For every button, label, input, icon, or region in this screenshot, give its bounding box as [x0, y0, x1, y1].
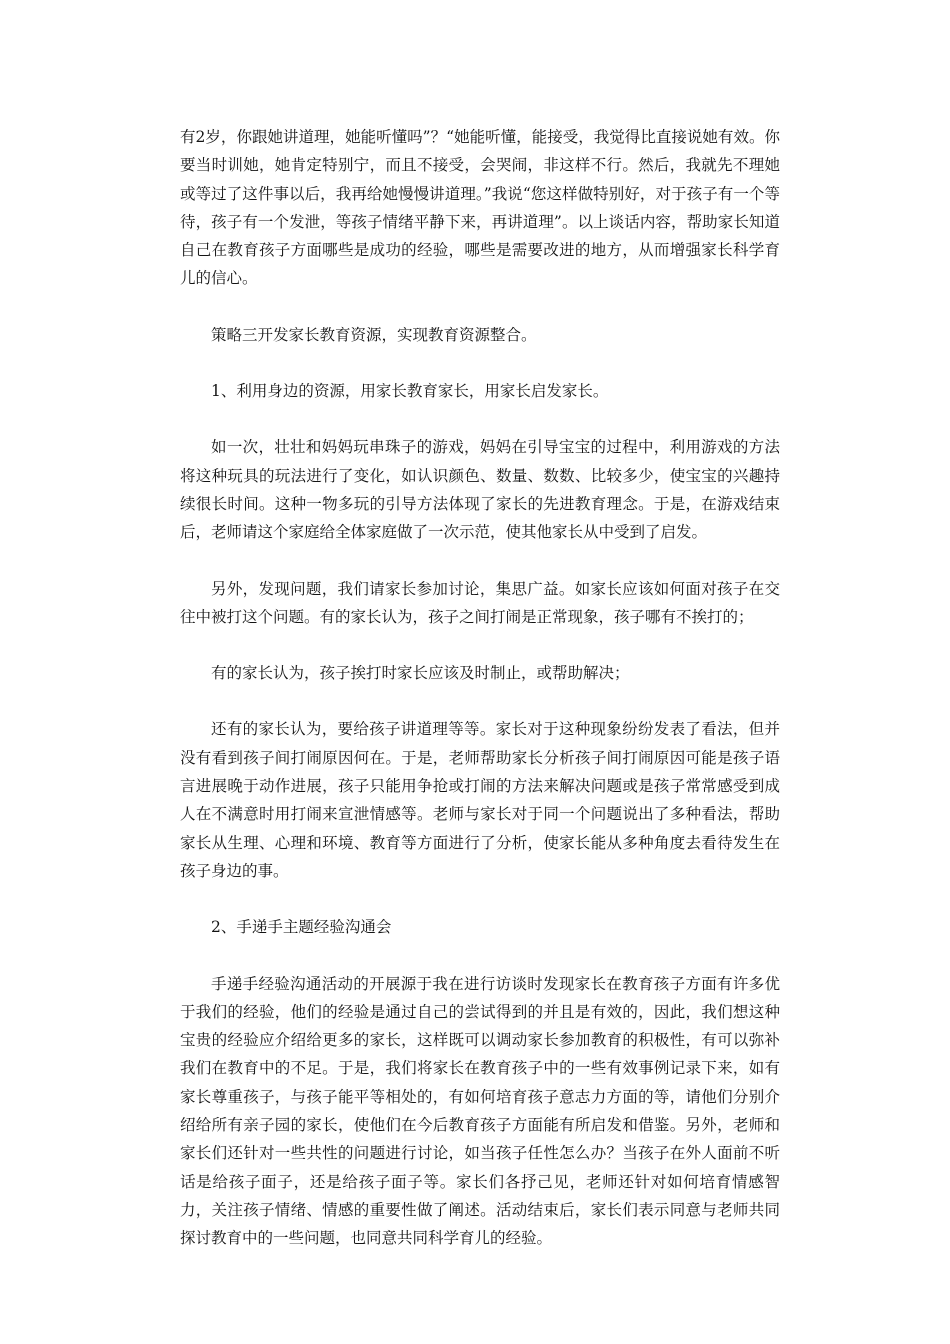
section-2-heading: 2、手递手主题经验沟通会: [211, 918, 392, 937]
paragraph-discussion: 另外，发现问题，我们请家长参加讨论，集思广益。如家长应该如何面对孩子在交往中被打这个问题。有的家长认为，孩子之间打闹是正常现象，孩子哪有不挨打的；: [180, 579, 780, 626]
strategy-three-heading: 策略三开发家长教育资源，实现教育资源整合。: [211, 325, 537, 344]
paragraph-bead-game: 如一次，壮壮和妈妈玩串珠子的游戏，妈妈在引导宝宝的过程中，利用游戏的方法将这种玩具的玩法进行了变化，如认识颜色、数量、数数、比较多少，使宝宝的兴趣持续很长时间。这种一物多玩的引导方法体现了家长的先进教育理念。于是，在游戏结束后，老师请这个家庭给全体家庭做了一次示范，使其他家长从中受到了启发。: [180, 438, 780, 542]
section-1-heading: 1、利用身边的资源，用家长教育家长，用家长启发家长。: [211, 382, 609, 401]
paragraph-analysis: 还有的家长认为，要给孩子讲道理等等。家长对于这种现象纷纷发表了看法，但并没有看到孩子间打闹原因何在。于是，老师帮助家长分析孩子间打闹原因可能是孩子语言进展晚于动作进展，孩子只能用争抢或打闹的方法来解决问题或是孩子常常感受到成人在不满意时用打闹来宣泄情感等。老师与家长对于同一个问题说出了多种看法，帮助家长从生理、心理和环境、教育等方面进行了分析，使家长能从多种角度去看待发生在孩子身边的事。: [180, 720, 780, 880]
paragraph-parent-view: 有的家长认为，孩子挨打时家长应该及时制止，或帮助解决；: [211, 664, 630, 683]
paragraph-experience-exchange: 手递手经验沟通活动的开展源于我在进行访谈时发现家长在教育孩子方面有许多优于我们的经验，他们的经验是通过自己的尝试得到的并且是有效的，因此，我们想这种宝贵的经验应介绍给更多的家长，这样既可以调动家长参加教育的积极性，有可以弥补我们在教育中的不足。于是，我们将家长在教育孩子中的一些有效事例记录下来，如有家长尊重孩子，与孩子能平等相处的，有如何培育孩子意志力方面的等，请他们分别介绍给所有亲子园的家长，使他们在今后教育孩子方面能有所启发和借鉴。另外，老师和家长们还针对一些共性的问题进行讨论，如当孩子任性怎么办？当孩子在外人面前不听话是给孩子面子，还是给孩子面子等。家长们各抒己见，老师还针对如何培育情感智力，关注孩子情绪、情感的重要性做了阐述。活动结束后，家长们表示同意与老师共同探讨教育中的一些问题，也同意共同科学育儿的经验。: [180, 974, 780, 1248]
paragraph-continuation: 有2岁，你跟她讲道理，她能听懂吗”？“她能听懂，能接受，我觉得比直接说她有效。你要当时训她，她肯定特别宁，而且不接受，会哭闹，非这样不行。然后，我就先不理她或等过了这件事以后，我再给她慢慢讲道理。”我说“您这样做特别好，对于孩子有一个等待，孩子有一个发泄，等孩子情绪平静下来，再讲道理”。以上谈话内容，帮助家长知道自己在教育孩子方面哪些是成功的经验，哪些是需要改进的地方，从而增强家长科学育儿的信心。: [180, 128, 780, 288]
document-body: [180, 123, 780, 1281]
